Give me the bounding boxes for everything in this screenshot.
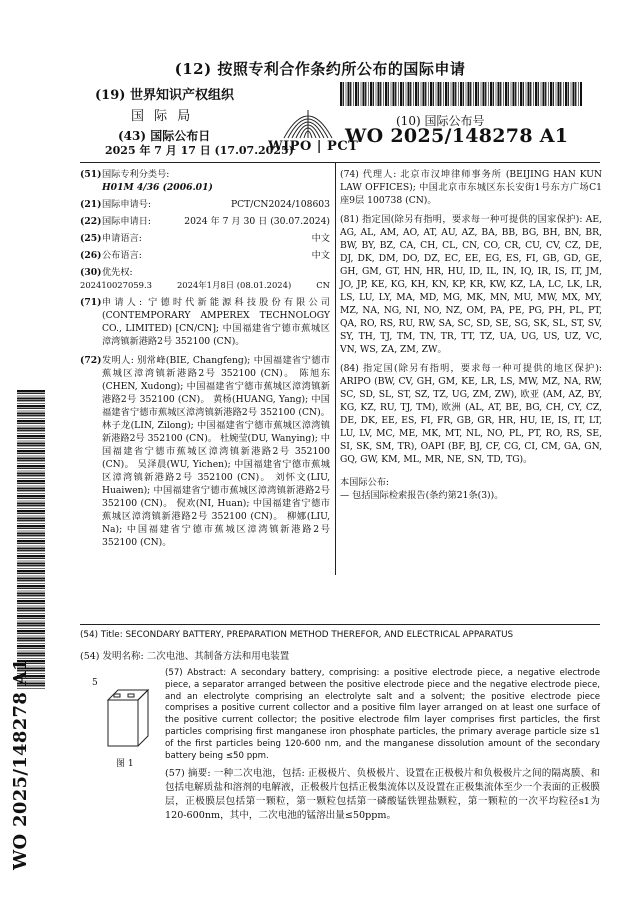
organization-block [95,84,275,124]
priority-country: CN [316,280,330,290]
field-26: (26) 公布语言: 中文 [80,250,330,261]
title-divider [80,624,600,625]
bureau-name: 国 际 局 [131,109,194,124]
wipo-logo [276,104,340,140]
pub-date: 2025 年 7 月 17 日 (17.07.2025) [105,144,294,157]
battery-figure [104,686,152,750]
pub-number: WO 2025/148278 A1 [345,125,569,147]
right-column [340,168,602,502]
bibliographic-fields [80,168,330,553]
field-51: (51) 国际专利分类号: H01M 4/36 (2006.01) [80,169,213,193]
field-21: (21) 国际申请号: PCT/CN2024/108603 [80,199,330,210]
pub-date-label: (43) 国际公布日 [118,129,211,143]
side-pub-number: WO 2025/148278 A1 [10,658,31,870]
org-name: 世界知识产权组织 [129,88,234,103]
figure-ref-numeral: 5 [92,678,98,688]
field-71-applicant: (71) 申请人: 宁德时代新能源科技股份有限公司 (CONTEMPORARY AMPEREX TECHNOLOGY CO., LIMITED) [CN/CN]; 中国福建省宁德市蕉城区漳湾镇新港路2号 352100 (CN)。 [80,297,330,347]
side-barcode [17,390,45,690]
field-74-agent: (74) 代理人: 北京市汉坤律师事务所 (BEIJING HAN KUN LAW OFFICES); 中国北京市东城区东长安街1号东方广场C1座9层 100738 (CN)。 [340,169,602,206]
priority-date: 2024年1月8日 (08.01.2024) [176,280,292,290]
figure-caption: 图 1 [116,759,134,769]
abstract-chinese: (57) 摘要: 一种二次电池，包括: 正极极片、负极极片、设置在正极极片和负极极片之间的隔离膜、和包括电解质盐和溶剂的电解液，正极极片包括正极集流体以及设置在正极集流体至少一个表面的正极膜层，正极膜层包括第一颗粒，第一颗粒包括第一磷酸锰铁锂盐颗粒，第一颗粒的一次平均粒径s1为120-600nm，其中，二次电池的锰溶出量≤50ppm。 [165,768,600,821]
top-barcode [340,82,582,106]
field-30: (30) 优先权: 202410027059.3 2024年1月8日 (08.01.2024) CN [80,267,330,290]
field-84-regional: (84) 指定国(除另有指明，要求每一种可提供的地区保护): ARIPO (BW, CV, GH, GM, KE, LR, LS, MW, MZ, NA, RW, SC, SD, SL, ST, SZ, TZ, UG, ZM, ZW), 欧亚 (AM, AZ, BY, KG, KZ, RU, TJ, TM), 欧洲 (AL, AT, BE, BG, CH, CY, CZ, DE, DK, EE, ES, FI, FR, GB, GR, HR, HU, IE, IS, IT, LT, LU, LV, MC, ME, MK, MT, NL, NO, PL, PT, RO, RS, SE, SI, SK, SM, TR), OAPI (BF, BJ, CF, CG, CI, CM, GA, GN, GQ, GW, KM, ML, MR, NE, SN, TD, TG)。 [340,363,602,465]
title-chinese: (54) 发明名称: 二次电池、其制备方法和用电装置 [80,651,290,662]
published-item: — 包括国际检索报告(条约第21条(3))。 [340,490,504,501]
header-divider [80,162,600,163]
pub-number-label: (10) 国际公布号 [396,114,485,128]
field-81-national: (81) 指定国(除另有指明，要求每一种可提供的国家保护): AE, AG, AL, AM, AO, AT, AU, AZ, BA, BB, BG, BH, BN, BR, BW, BY, BZ, CA, CH, CL, CN, CO, CR, CU, CV, CZ, DE, DJ, DK, DM, DO, DZ, EC, EE, EG, ES, FI, GB, GD, GE, GH, GM, GT, HN, HR, HU, ID, IL, IN, IQ, IR, IS, IT, JM, JO, JP, KE, KG, KH, KN, KP, KR, KW, KZ, LA, LC, LK, LR, LS, LU, LY, MA, MD, MG, MK, MN, MU, MW, MX, MY, MZ, NA, NG, NI, NO, NZ, OM, PA, PE, PG, PH, PL, PT, QA, RO, RS, RU, RW, SA, SC, SD, SE, SG, SK, SL, ST, SV, SY, TH, TJ, TM, TN, TR, TT, TZ, UA, UG, US, UZ, VC, VN, WS, ZA, ZM, ZW。 [340,214,602,355]
document-title: (12) 按照专利合作条约所公布的国际申请 [174,60,466,78]
published-label: 本国际公布: [340,477,390,488]
field-25: (25) 申请语言: 中文 [80,233,330,244]
priority-number: 202410027059.3 [80,280,152,290]
field-22: (22) 国际申请日: 2024 年 7 月 30 日 (30.07.2024) [80,216,330,227]
org-code: (19) [95,88,126,103]
field-72-inventors: (72) 发明人: 别常峰(BIE, Changfeng); 中国福建省宁德市蕉城区漳湾镇新港路2号 352100 (CN)。 陈旭东(CHEN, Xudong); 中国福建省宁德市蕉城区漳湾镇新港路2号 352100 (CN)。 黄杨(HUANG, Yang); 中国福建省宁德市蕉城区漳湾镇新港路2号 352100 (CN)。 林子龙(LIN, Zilong); 中国福建省宁德市蕉城区漳湾镇新港路2号 352100 (CN)。 杜婉莹(DU, Wanying); 中国福建省宁德市蕉城区漳湾镇新港路2号 352100 (CN)。 吴泽晨(WU, Yichen); 中国福建省宁德市蕉城区漳湾镇新港路2号 352100 (CN)。 刘怀文(LIU, Huaiwen); 中国福建省宁德市蕉城区漳湾镇新港路2号 352100 (CN)。 倪欢(NI, Huan); 中国福建省宁德市蕉城区漳湾镇新港路2号 352100 (CN)。 柳娜(LIU, Na); 中国福建省宁德市蕉城区漳湾镇新港路2号 352100 (CN)。 [80,355,330,548]
title-english: (54) Title: SECONDARY BATTERY, PREPARATION METHOD THEREFOR, AND ELECTRICAL APPARATUS [80,630,514,640]
wipo-pct-text: WIPO | PCT [268,139,359,154]
column-divider [335,163,336,575]
abstract-english: (57) Abstract: A secondary battery, comprising: a positive electrode piece, a negative electrode piece, a separator arranged between the positive electrode piece and the negative electrode piece, and an electrolyte comprising an electrolyte salt and a solvent; the positive electrode piece comprises a positive current collector and a positive film layer arranged on at least one surface of the positive current collector; the positive electrode film layer comprises first particles, the first particles comprising first manganese iron phosphate particles, the primary average particle size s1 of the first particles being 120-600 nm, and the manganese dissolution amount of the secondary battery being ≤50 ppm. [165,668,600,761]
